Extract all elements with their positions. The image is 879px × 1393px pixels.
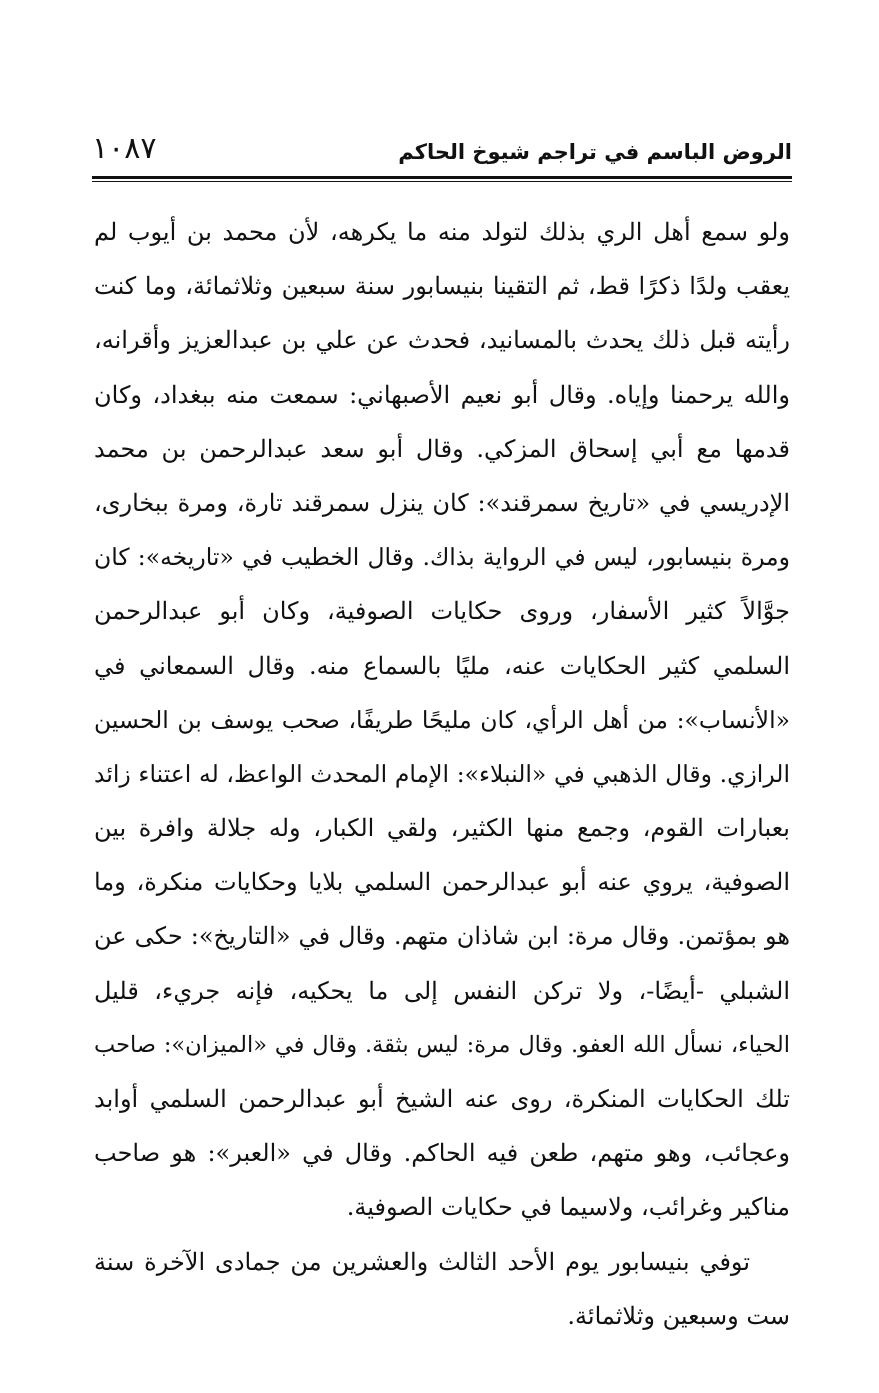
text-line: وعجائب، وهو متهم، طعن فيه الحاكم. وقال في «العبر»: هو صاحب: [94, 1139, 790, 1168]
text-line: «الأنساب»: من أهل الرأي، كان مليحًا طريفًا، صحب يوسف بن الحسين: [94, 705, 790, 734]
paragraph-2: [94, 1235, 790, 1343]
text-line: الرازي. وقال الذهبي في «النبلاء»: الإمام المحدث الواعظ، له اعتناء زائد: [94, 759, 790, 788]
paragraph-1: [94, 205, 790, 1235]
text-line: مناكير وغرائب، ولاسيما في حكايات الصوفية.: [346, 1193, 790, 1222]
book-title: الروض الباسم في تراجم شيوخ الحاكم: [398, 140, 792, 164]
body-text: [94, 205, 790, 1343]
text-line: يعقب ولدًا ذكرًا قط، ثم التقينا بنيسابور سنة سبعين وثلاثمائة، وما كنت: [94, 272, 790, 301]
header-rule-thick: [92, 176, 792, 179]
text-line: قدمها مع أبي إسحاق المزكي. وقال أبو سعد عبدالرحمن بن محمد: [94, 434, 790, 463]
running-header: [92, 128, 792, 170]
text-line: الصوفية، يروي عنه أبو عبدالرحمن السلمي بلايا وحكايات منكرة، وما: [94, 868, 790, 897]
text-line: ومرة بنيسابور، ليس في الرواية بذاك. وقال الخطيب في «تاريخه»: كان: [94, 543, 790, 572]
text-line: الشبلي -أيضًا-، ولا تركن النفس إلى ما يحكيه، فإنه جريء، قليل: [94, 976, 790, 1005]
text-line: رأيته قبل ذلك يحدث بالمسانيد، فحدث عن علي بن عبدالعزيز وأقرانه،: [94, 326, 790, 355]
text-line: السلمي كثير الحكايات عنه، مليًا بالسماع منه. وقال السمعاني في: [94, 651, 790, 680]
text-line: بعبارات القوم، وجمع منها الكثير، ولقي الكبار، وله جلالة وافرة بين: [94, 814, 790, 843]
text-line: تلك الحكايات المنكرة، روى عنه الشيخ أبو عبدالرحمن السلمي أوابد: [94, 1085, 790, 1113]
page-number: ١٠٨٧: [92, 131, 157, 166]
text-line: ولو سمع أهل الري بذلك لتولد منه ما يكرهه، لأن محمد بن أيوب لم: [94, 218, 790, 246]
text-line: توفي بنيسابور يوم الأحد الثالث والعشرين من جمادى الآخرة سنة: [94, 1247, 750, 1276]
text-line: ست وسبعين وثلاثمائة.: [567, 1301, 790, 1330]
text-line: الإدريسي في «تاريخ سمرقند»: كان ينزل سمرقند تارة، ومرة ببخارى،: [94, 488, 790, 517]
text-line: جوَّالاً كثير الأسفار، وروى حكايات الصوفية، وكان أبو عبدالرحمن: [94, 597, 790, 626]
text-line: والله يرحمنا وإياه. وقال أبو نعيم الأصبهاني: سمعت منه ببغداد، وكان: [94, 380, 790, 409]
text-line: هو بمؤتمن. وقال مرة: ابن شاذان متهم. وقال في «التاريخ»: حكى عن: [94, 922, 790, 951]
text-line: الحياء، نسأل الله العفو. وقال مرة: ليس بثقة. وقال في «الميزان»: صاحب: [94, 1031, 790, 1058]
header-rule-thin: [92, 181, 792, 182]
